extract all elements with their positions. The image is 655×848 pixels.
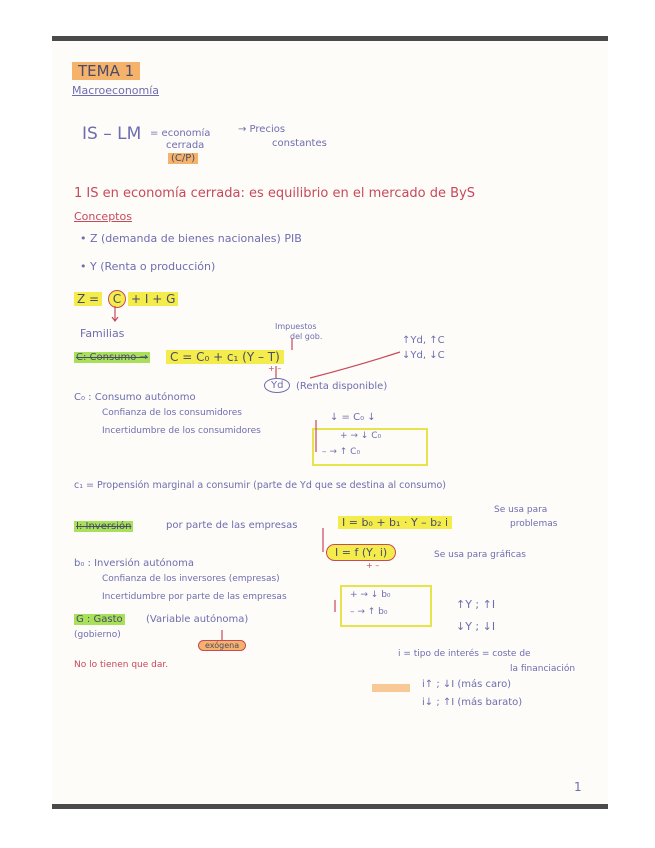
islm-cerrada: cerrada [166,140,205,151]
islm-precios: → Precios [238,124,286,135]
gasto-exogena: exógena [198,640,246,651]
box1-row1: + → ↓ C₀ [340,431,382,441]
impuestos-line2: del gob. [290,332,323,341]
i-up: i↑ ; ↓I (más caro) [422,679,512,690]
gasto-gobierno: (gobierno) [74,630,121,640]
yd-circle: Yd [264,378,290,393]
inversion-text: por parte de las empresas [166,520,298,531]
box2-row1: + → ↓ b₀ [350,590,391,600]
section-1-heading: 1 IS en economía cerrada: es equilibrio en el mercado de ByS [74,186,476,201]
side-i-line2: ↓Y ; ↓I [456,620,496,633]
co-definition: C₀ : Consumo autónomo [74,392,196,403]
co-incertidumbre: Incertidumbre de los consumidores [102,426,261,436]
i-down: i↓ ; ↑I (más barato) [422,697,523,708]
page-number: 1 [574,780,582,794]
arrow-side-c [310,352,400,378]
concepts-label: Conceptos [74,210,132,223]
bo-definition: b₀ : Inversión autónoma [74,558,195,569]
concept-z: • Z (demanda de bienes nacionales) PIB [80,232,302,245]
side-c-line1: ↑Yd, ↑C [402,335,445,346]
consumo-label: C: Consumo → [76,352,148,363]
inversion-note2: Se usa para gráficas [434,550,526,560]
gasto-label: G : Gasto [76,614,123,625]
inversion-eq2-signs: + – [366,561,380,570]
inversion-equation-2: I = f (Y, i) [326,544,396,561]
yd-label: (Renta disponible) [296,381,388,392]
gasto-text: (Variable autónoma) [146,614,249,625]
bo-incertidumbre: Incertidumbre por parte de las empresas [102,592,287,602]
i-definition-line1: i = tipo de interés = coste de [398,649,531,659]
no-lo-dar-note: No lo tienen que dar. [74,660,169,670]
equation-z-left: Z = [74,292,102,306]
box1-row2: – → ↑ C₀ [322,447,361,457]
box1-top: ↓ = C₀ ↓ [330,412,376,423]
impuestos-line1: Impuestos [275,322,317,331]
consumption-circle: C [108,290,126,308]
familias-label: Familias [80,327,125,340]
islm-label: IS – LM [82,124,142,144]
inversion-note1-line2: problemas [510,519,558,529]
inversion-note1-line1: Se usa para [494,505,548,515]
equation-z-rest: + I + G [128,292,178,306]
inversion-label: I: Inversión [76,521,132,532]
box2-row2: – → ↑ b₀ [350,607,388,617]
concept-y: • Y (Renta o producción) [80,260,216,273]
consumo-equation: C = C₀ + c₁ (Y – T) [166,350,284,364]
islm-cp: (C/P) [168,153,198,164]
bo-confianza: Confianza de los inversores (empresas) [102,574,280,584]
side-i-line1: ↑Y ; ↑I [456,598,496,611]
inversion-equation-1: I = b₀ + b₁ · Y – b₂ i [338,516,452,529]
islm-economia: = economía [150,128,211,139]
consumo-signs: + – [268,364,282,373]
i-definition-line2: la financiación [510,664,576,674]
side-c-line2: ↓Yd, ↓C [402,350,445,361]
page-subtitle: Macroeconomía [72,84,160,97]
page-title: TEMA 1 [72,62,140,80]
co-confianza: Confianza de los consumidores [102,408,242,418]
c1-definition: c₁ = Propensión marginal a consumir (parte de Yd que se destina al consumo) [74,480,446,491]
islm-constantes: constantes [272,138,327,149]
